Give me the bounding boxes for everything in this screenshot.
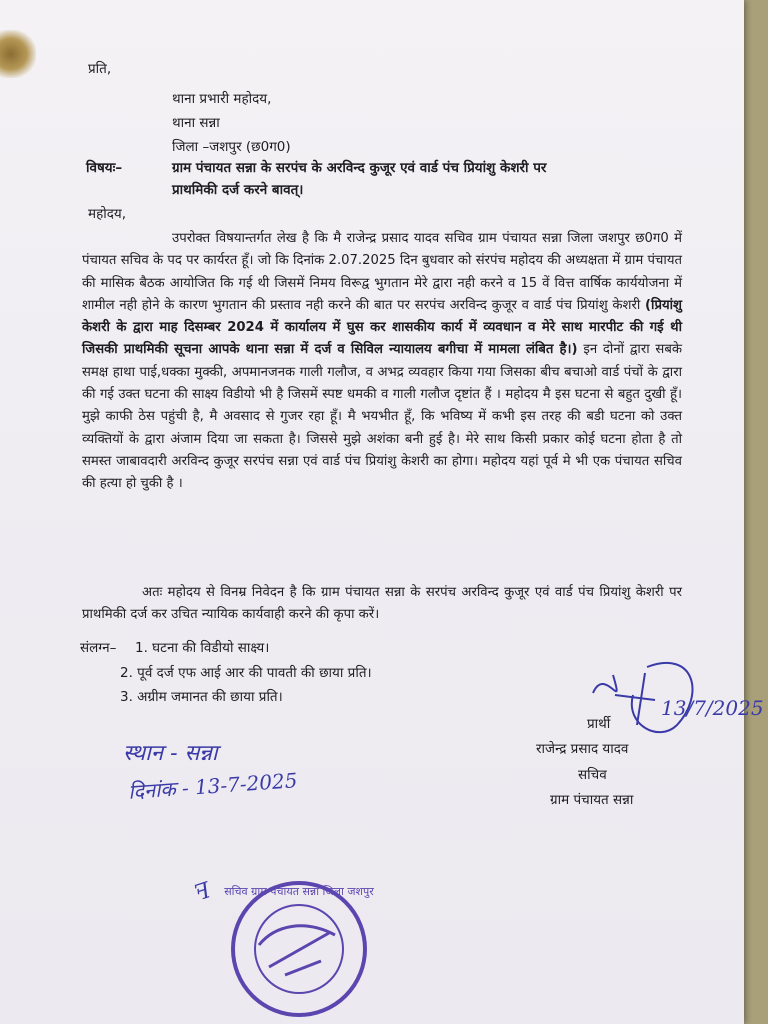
signature-label: प्रार्थी xyxy=(587,716,611,732)
letter-request xyxy=(82,582,682,627)
recipient-line-2: थाना सन्ना xyxy=(172,115,220,131)
signature xyxy=(585,655,764,745)
enclosure-item-3: 3. अग्रीम जमानत की छाया प्रति। xyxy=(120,689,283,705)
signature-name: राजेन्द्र प्रसाद यादव xyxy=(536,741,629,757)
salutation: महोदय, xyxy=(88,206,127,222)
letter-body xyxy=(82,228,682,496)
body-bold-text: (प्रियांशु केशरी के द्वारा माह दिसम्बर 2024 में कार्यालय में घुस कर शासकीय कार्य में व्यवधान व मेरे साथ मारपीट की गई थी जिसकी प्राथमिकी सूचना आपके थाना सन्ना में दर्ज व सिविल न्यायालय बगीचा में मामला लंबित है।) xyxy=(82,297,682,358)
enclosure-item-1: 1. घटना की विडीयो साक्ष्य। xyxy=(135,640,270,656)
subject-line-2: प्राथमिकी दर्ज करने बावत्। xyxy=(172,182,304,198)
signature-designation: सचिव xyxy=(578,767,607,783)
enclosure-label: संलग्न– xyxy=(80,640,117,656)
recipient-line-1: थाना प्रभारी महोदय, xyxy=(172,91,272,107)
seal-text: सचिव ग्राम पंचायत सन्ना जिला जशपुर xyxy=(224,885,374,898)
enclosure-item-2: 2. पूर्व दर्ज एफ आई आर की पावती की छाया प्रति। xyxy=(120,665,372,681)
to-label: प्रति, xyxy=(88,61,112,77)
subject-label: विषयः– xyxy=(86,160,123,176)
office-seal xyxy=(225,875,373,1023)
request-text: अतः महोदय से विनम्र निवेदन है कि ग्राम पंचायत सन्ना के सरपंच अरविन्द कुजूर एवं वार्ड पंच प्रियांशु केशरी पर प्राथमिकी दर्ज कर उचित न्यायिक कार्यवाही करने की कृपा करें। xyxy=(82,585,682,623)
subject-line-1: ग्राम पंचायत सन्ना के सरपंच के अरविन्द कुजूर एवं वार्ड पंच प्रियांशु केशरी पर xyxy=(172,160,547,176)
body-text-1: उपरोक्त विषयान्तर्गत लेख है कि मै राजेन्द्र प्रसाद यादव सचिव ग्राम पंचायत सन्ना जिला जशपुर छ0ग0 में पंचायत सचिव के पद पर कार्यरत हूँ। जो कि दिनांक 2.07.2025 दिन बुधवार को संरपंच महोदय की अध्यक्षता में ग्राम पंचायत की मासिक बैठक आयोजित कि गई थी जिसमें निमय विरूद्व भुगतान मेरे द्वारा नही करने व 15 वें वित्त वार्षिक कार्ययोजना में शामील नही होने के कारण भुगतान की प्रस्ताव नही करने की बात पर सरपंच अरविन्द कुजूर व वार्ड पंच प्रियांशु केशरी xyxy=(82,231,682,313)
signature-date: 13/7/2025 xyxy=(661,696,764,720)
paper-stain xyxy=(0,30,36,78)
seal-initials: ꟻ xyxy=(191,878,214,907)
body-text-2: इन दोनों द्वारा सबके समक्ष हाथा पाई,धक्का मुक्की, अपमानजनक गाली गलौज, व अभद्र व्यवहार किया गया जिसका बीच बचाओ वार्ड पंचों के द्वारा की गई उक्त घटना की साक्ष्य विडीयो भी है जिसमें स्पष्ट धमकी व गाली गलौज दृष्टांत हैं । महोदय मै इस घटना से बहुत दुखी हूँ। मुझे काफी ठेस पहुंची है, मै अवसाद से गुजर रहा हूँ। मै भयभीत हूँ, कि भविष्य में कभी इस तरह की बडी घटना को उक्त व्यक्तियों के द्वारा अंजाम दिया जा सकता है। जिससे मुझे अशंका बनी हुई है। मेरे साथ किसी प्रकार कोई घटना होता है तो समस्त जाबावदारी अरविन्द कुजूर सरपंच सन्ना एवं वार्ड पंच प्रियांशु केशरी का होगा। महोदय यहां पूर्व मे भी एक पंचायत सचिव की हत्या हो चुकी है । xyxy=(82,342,682,492)
handwritten-date: दिनांक - 13-7-2025 xyxy=(127,768,299,804)
handwritten-place: स्थान - सन्ना xyxy=(123,741,218,766)
recipient-line-3: जिला –जशपुर (छ0ग0) xyxy=(172,139,291,155)
signature-office: ग्राम पंचायत सन्ना xyxy=(550,792,634,808)
